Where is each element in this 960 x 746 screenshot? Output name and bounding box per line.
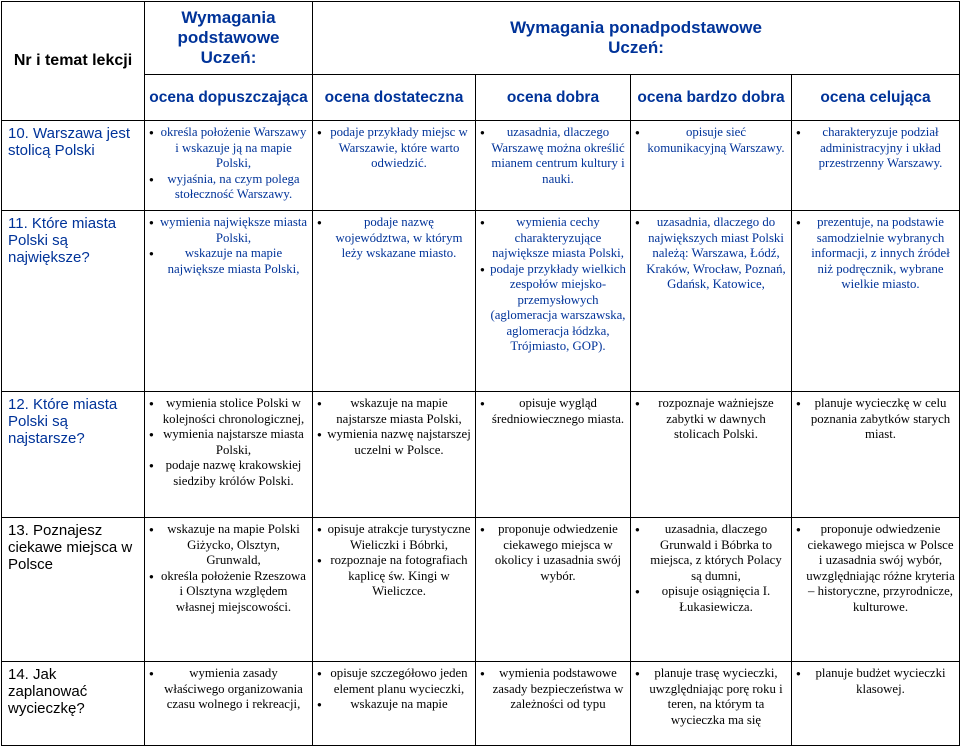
lesson-topic: 13. Poznajesz ciekawe miejsca w Polsce	[2, 518, 145, 662]
table-row	[2, 121, 960, 211]
requirement-list	[635, 396, 787, 443]
lesson-topic: 10. Warszawa jest stolicą Polski	[2, 121, 145, 211]
list-item: ● podaje nazwę krakowskiej siedziby królów Polski.	[149, 458, 308, 489]
list-item: ● wymienia nazwę najstarszej uczelni w Polsce.	[317, 427, 471, 458]
requirement-list	[149, 215, 308, 277]
list-item: ● planuje trasę wycieczki, uwzględniając porę roku i teren, na którym ta wycieczka ma się	[635, 666, 787, 728]
header-advanced-group: Wymagania ponadpodstawowe Uczeń:	[313, 2, 960, 75]
requirement-list	[480, 215, 626, 355]
list-item: ● opisuje osiągnięcia I. Łukasiewicza.	[635, 584, 787, 615]
requirement-list	[796, 125, 955, 172]
header-topic: Nr i temat lekcji	[2, 2, 145, 121]
requirement-cell	[313, 518, 476, 662]
list-item: ● uzasadnia, dlaczego Grunwald i Bóbrka to miejsca, z których Polacy są dumni,	[635, 522, 787, 584]
requirement-list	[480, 396, 626, 427]
requirement-cell	[476, 392, 631, 518]
requirement-list	[635, 666, 787, 728]
list-item: ● wymienia stolice Polski w kolejności chronologicznej,	[149, 396, 308, 427]
list-item: ● uzasadnia, dlaczego Warszawę można określić mianem centrum kultury i nauki.	[480, 125, 626, 187]
requirement-list	[635, 215, 787, 293]
requirement-cell	[145, 518, 313, 662]
requirement-cell	[631, 121, 792, 211]
requirement-list	[149, 125, 308, 203]
requirement-cell	[476, 211, 631, 392]
list-item: ● prezentuje, na podstawie samodzielnie wybranych informacji, z innych źródeł niż podręcznik, wybrane wielkie miasto.	[796, 215, 955, 293]
list-item: ● uzasadnia, dlaczego do największych miast Polski należą: Warszawa, Łódź, Kraków, Wrocław, Poznań, Gdańsk, Katowice,	[635, 215, 787, 293]
requirement-list	[317, 125, 471, 172]
list-item: ● wskazuje na mapie Polski Giżycko, Olsztyn, Grunwald,	[149, 522, 308, 569]
requirement-list	[480, 666, 626, 713]
list-item: ● opisuje atrakcje turystyczne Wieliczki i Bóbrki,	[317, 522, 471, 553]
requirement-cell	[145, 392, 313, 518]
list-item: ● wymienia cechy charakteryzujące największe miasta Polski,	[480, 215, 626, 262]
requirement-cell	[313, 211, 476, 392]
header-grade-2: ocena dostateczna	[313, 75, 476, 121]
list-item: ● podaje nazwę województwa, w którym leży wskazane miasto.	[317, 215, 471, 262]
list-item: ● wyjaśnia, na czym polega stołeczność Warszawy.	[149, 172, 308, 203]
list-item: ● proponuje odwiedzenie ciekawego miejsca w okolicy i uzasadnia swój wybór.	[480, 522, 626, 584]
header-grade-3: ocena dobra	[476, 75, 631, 121]
list-item: ● podaje przykłady wielkich zespołów miejsko-przemysłowych (aglomeracja warszawska, aglomeracja łódzka, Trójmiasto, GOP).	[480, 262, 626, 355]
list-item: ● charakteryzuje podział administracyjny i układ przestrzenny Warszawy.	[796, 125, 955, 172]
header-row-grades	[2, 75, 960, 121]
header-grade-5: ocena celująca	[792, 75, 960, 121]
list-item: ● opisuje szczegółowo jeden element planu wycieczki,	[317, 666, 471, 697]
table-row	[2, 392, 960, 518]
requirements-table	[1, 1, 960, 746]
requirement-cell	[145, 211, 313, 392]
requirement-cell	[313, 392, 476, 518]
requirement-cell	[476, 518, 631, 662]
table-row	[2, 518, 960, 662]
list-item: ● proponuje odwiedzenie ciekawego miejsca w Polsce i uzasadnia swój wybór, uwzględniając różne kryteria – historyczne, przyrodnicze, kulturowe.	[796, 522, 955, 615]
requirement-cell	[476, 662, 631, 746]
requirement-cell	[792, 121, 960, 211]
requirement-cell	[792, 518, 960, 662]
requirement-list	[317, 396, 471, 458]
requirement-list	[149, 522, 308, 615]
list-item: ● opisuje sieć komunikacyjną Warszawy.	[635, 125, 787, 156]
requirement-list	[635, 125, 787, 156]
requirement-cell	[313, 121, 476, 211]
list-item: ● wskazuje na mapie największe miasta Polski,	[149, 246, 308, 277]
requirement-cell	[313, 662, 476, 746]
list-item: ● rozpoznaje ważniejsze zabytki w dawnych stolicach Polski.	[635, 396, 787, 443]
requirement-list	[149, 666, 308, 713]
list-item: ● określa położenie Rzeszowa i Olsztyna względem własnej miejscowości.	[149, 569, 308, 616]
list-item: ● wymienia zasady właściwego organizowania czasu wolnego i rekreacji,	[149, 666, 308, 713]
requirement-cell	[631, 662, 792, 746]
requirement-list	[317, 522, 471, 600]
list-item: ● wymienia największe miasta Polski,	[149, 215, 308, 246]
requirement-list	[635, 522, 787, 615]
requirement-cell	[631, 392, 792, 518]
list-item: ● wskazuje na mapie	[317, 697, 471, 713]
requirement-cell	[631, 518, 792, 662]
requirement-cell	[476, 121, 631, 211]
requirement-list	[796, 522, 955, 615]
lesson-topic: 11. Które miasta Polski są największe?	[2, 211, 145, 392]
list-item: ● wskazuje na mapie najstarsze miasta Polski,	[317, 396, 471, 427]
header-basic-group: Wymagania podstawowe Uczeń:	[145, 2, 313, 75]
requirement-cell	[145, 121, 313, 211]
list-item: ● podaje przykłady miejsc w Warszawie, które warto odwiedzić.	[317, 125, 471, 172]
table-row	[2, 662, 960, 746]
requirement-cell	[631, 211, 792, 392]
requirement-list	[796, 396, 955, 443]
list-item: ● wymienia najstarsze miasta Polski,	[149, 427, 308, 458]
requirement-list	[317, 666, 471, 713]
requirement-list	[480, 125, 626, 187]
list-item: ● rozpoznaje na fotografiach kaplicę św. Kingi w Wieliczce.	[317, 553, 471, 600]
requirement-list	[796, 666, 955, 697]
list-item: ● opisuje wygląd średniowiecznego miasta.	[480, 396, 626, 427]
requirement-list	[149, 396, 308, 489]
list-item: ● planuje budżet wycieczki klasowej.	[796, 666, 955, 697]
list-item: ● wymienia podstawowe zasady bezpieczeństwa w zależności od typu	[480, 666, 626, 713]
lesson-topic: 14. Jak zaplanować wycieczkę?	[2, 662, 145, 746]
list-item: ● określa położenie Warszawy i wskazuje ją na mapie Polski,	[149, 125, 308, 172]
list-item: ● planuje wycieczkę w celu poznania zabytków starych miast.	[796, 396, 955, 443]
requirement-cell	[792, 211, 960, 392]
table-row	[2, 211, 960, 392]
lesson-topic: 12. Które miasta Polski są najstarsze?	[2, 392, 145, 518]
requirement-cell	[145, 662, 313, 746]
requirement-list	[796, 215, 955, 293]
requirement-list	[317, 215, 471, 262]
header-row-groups	[2, 2, 960, 75]
requirement-cell	[792, 662, 960, 746]
requirement-list	[480, 522, 626, 584]
header-grade-1: ocena dopuszczająca	[145, 75, 313, 121]
header-grade-4: ocena bardzo dobra	[631, 75, 792, 121]
requirement-cell	[792, 392, 960, 518]
